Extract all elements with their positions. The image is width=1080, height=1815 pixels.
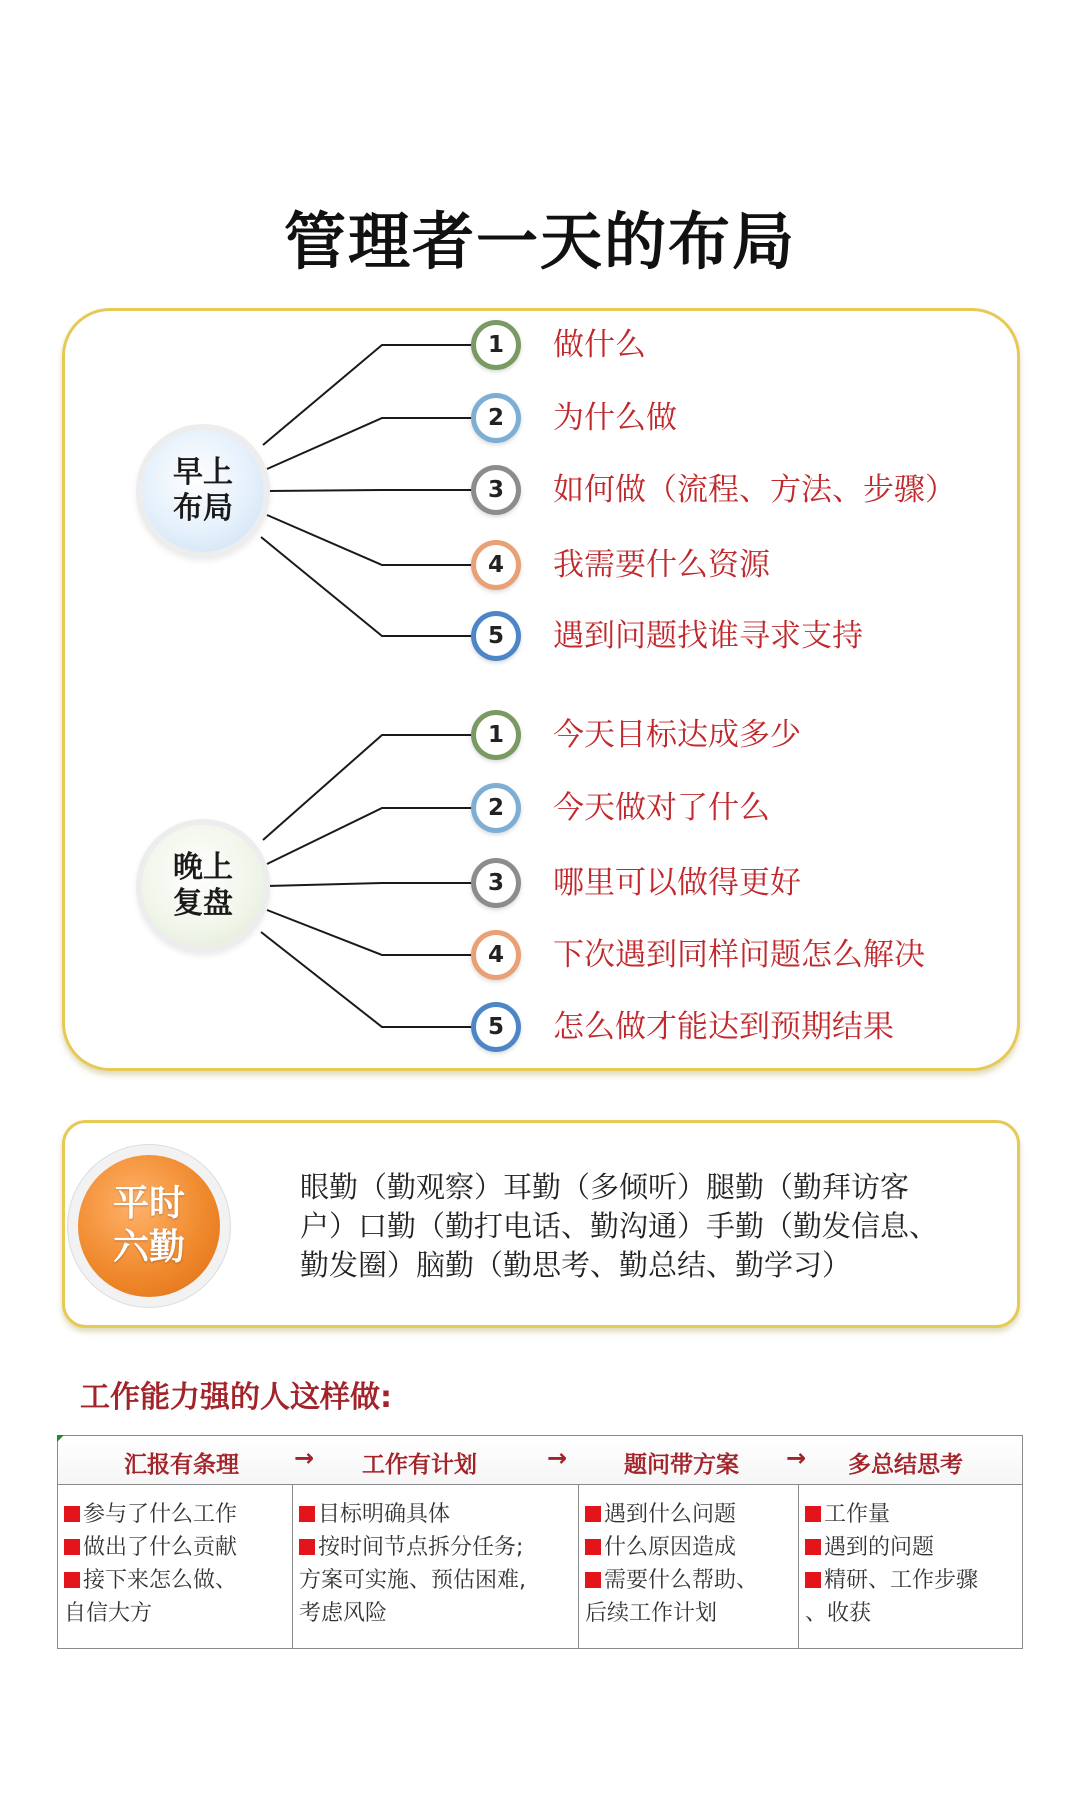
bullet-icon xyxy=(585,1539,601,1555)
table-cell: 遇到的问题 xyxy=(805,1531,1022,1564)
table-column-1 xyxy=(58,1484,292,1648)
morning-hub xyxy=(142,430,264,552)
work-habits-table xyxy=(57,1435,1023,1649)
morning-item-4: 我需要什么资源 xyxy=(553,547,770,583)
morning-item-2: 为什么做 xyxy=(553,400,677,436)
table-column-2 xyxy=(292,1484,578,1648)
bullet-icon xyxy=(585,1572,601,1588)
table-cell: 考虑风险 xyxy=(299,1601,388,1626)
evening-hub-line1: 晚上 xyxy=(173,850,233,885)
morning-hub-line1: 早上 xyxy=(173,455,233,490)
table-cell: 目标明确具体 xyxy=(299,1498,578,1531)
corner-marker xyxy=(57,1435,64,1442)
bullet-icon xyxy=(64,1572,80,1588)
evening-item-2: 今天做对了什么 xyxy=(553,790,770,826)
morning-badge-4: 4 xyxy=(476,545,516,585)
table-cell: 参与了什么工作 xyxy=(64,1498,292,1531)
table-cell: 接下来怎么做、 xyxy=(64,1564,292,1597)
evening-badge-4: 4 xyxy=(476,935,516,975)
evening-item-4: 下次遇到同样问题怎么解决 xyxy=(553,937,925,973)
morning-badge-5: 5 xyxy=(476,616,516,656)
evening-item-1: 今天目标达成多少 xyxy=(553,717,801,753)
table-cell: 工作量 xyxy=(805,1498,1022,1531)
evening-item-3: 哪里可以做得更好 xyxy=(553,865,801,901)
bullet-icon xyxy=(299,1506,315,1522)
evening-badge-2: 2 xyxy=(476,788,516,828)
daily-line-2: 户）口勤（勤打电话、勤沟通）手勤（勤发信息、 xyxy=(300,1209,939,1243)
daily-description xyxy=(300,1168,990,1285)
morning-item-3: 如何做（流程、方法、步骤） xyxy=(553,472,956,508)
evening-hub-line2: 复盘 xyxy=(173,886,233,921)
header-reflect: 多总结思考 xyxy=(848,1452,963,1478)
table-cell: 后续工作计划 xyxy=(585,1601,718,1626)
daily-line-3: 勤发圈）脑勤（勤思考、勤总结、勤学习） xyxy=(300,1248,852,1282)
bullet-icon xyxy=(585,1506,601,1522)
arrow-icon: → xyxy=(547,1444,568,1472)
table-column-3 xyxy=(578,1484,798,1648)
header-report: 汇报有条理 xyxy=(124,1452,239,1478)
morning-item-1: 做什么 xyxy=(553,327,646,363)
bullet-icon xyxy=(64,1539,80,1555)
table-cell: 做出了什么贡献 xyxy=(64,1531,292,1564)
section-title: 工作能力强的人这样做: xyxy=(80,1380,392,1415)
table-header xyxy=(58,1436,1022,1485)
evening-hub xyxy=(142,825,264,947)
bullet-icon xyxy=(805,1572,821,1588)
morning-badge-2: 2 xyxy=(476,398,516,438)
evening-item-5: 怎么做才能达到预期结果 xyxy=(553,1009,894,1045)
table-cell: 精研、工作步骤 xyxy=(805,1564,1022,1597)
arrow-icon: → xyxy=(786,1444,807,1472)
morning-hub-line2: 布局 xyxy=(173,491,233,526)
table-cell: 需要什么帮助、 xyxy=(585,1564,798,1597)
bullet-icon xyxy=(64,1506,80,1522)
morning-badge-3: 3 xyxy=(476,470,516,510)
table-cell: 按时间节点拆分任务; xyxy=(299,1531,578,1564)
evening-badge-3: 3 xyxy=(476,863,516,903)
morning-item-5: 遇到问题找谁寻求支持 xyxy=(553,618,863,654)
table-cell: 方案可实施、预估困难, xyxy=(299,1568,526,1593)
header-plan: 工作有计划 xyxy=(362,1452,477,1478)
morning-badge-1: 1 xyxy=(476,325,516,365)
table-cell: 、收获 xyxy=(805,1601,872,1626)
header-solution: 题问带方案 xyxy=(624,1452,739,1478)
daily-hub-line2: 六勤 xyxy=(112,1227,185,1268)
table-cell: 自信大方 xyxy=(64,1601,153,1626)
daily-hub-line1: 平时 xyxy=(112,1183,185,1224)
arrow-icon: → xyxy=(294,1444,315,1472)
daily-hub xyxy=(78,1155,220,1297)
bullet-icon xyxy=(805,1539,821,1555)
table-cell: 遇到什么问题 xyxy=(585,1498,798,1531)
bullet-icon xyxy=(805,1506,821,1522)
evening-badge-5: 5 xyxy=(476,1007,516,1047)
page-title: 管理者一天的布局 xyxy=(283,205,796,278)
daily-line-1: 眼勤（勤观察）耳勤（多倾听）腿勤（勤拜访客 xyxy=(300,1170,910,1204)
table-column-4 xyxy=(798,1484,1022,1648)
bullet-icon xyxy=(299,1539,315,1555)
evening-badge-1: 1 xyxy=(476,715,516,755)
table-cell: 什么原因造成 xyxy=(585,1531,798,1564)
